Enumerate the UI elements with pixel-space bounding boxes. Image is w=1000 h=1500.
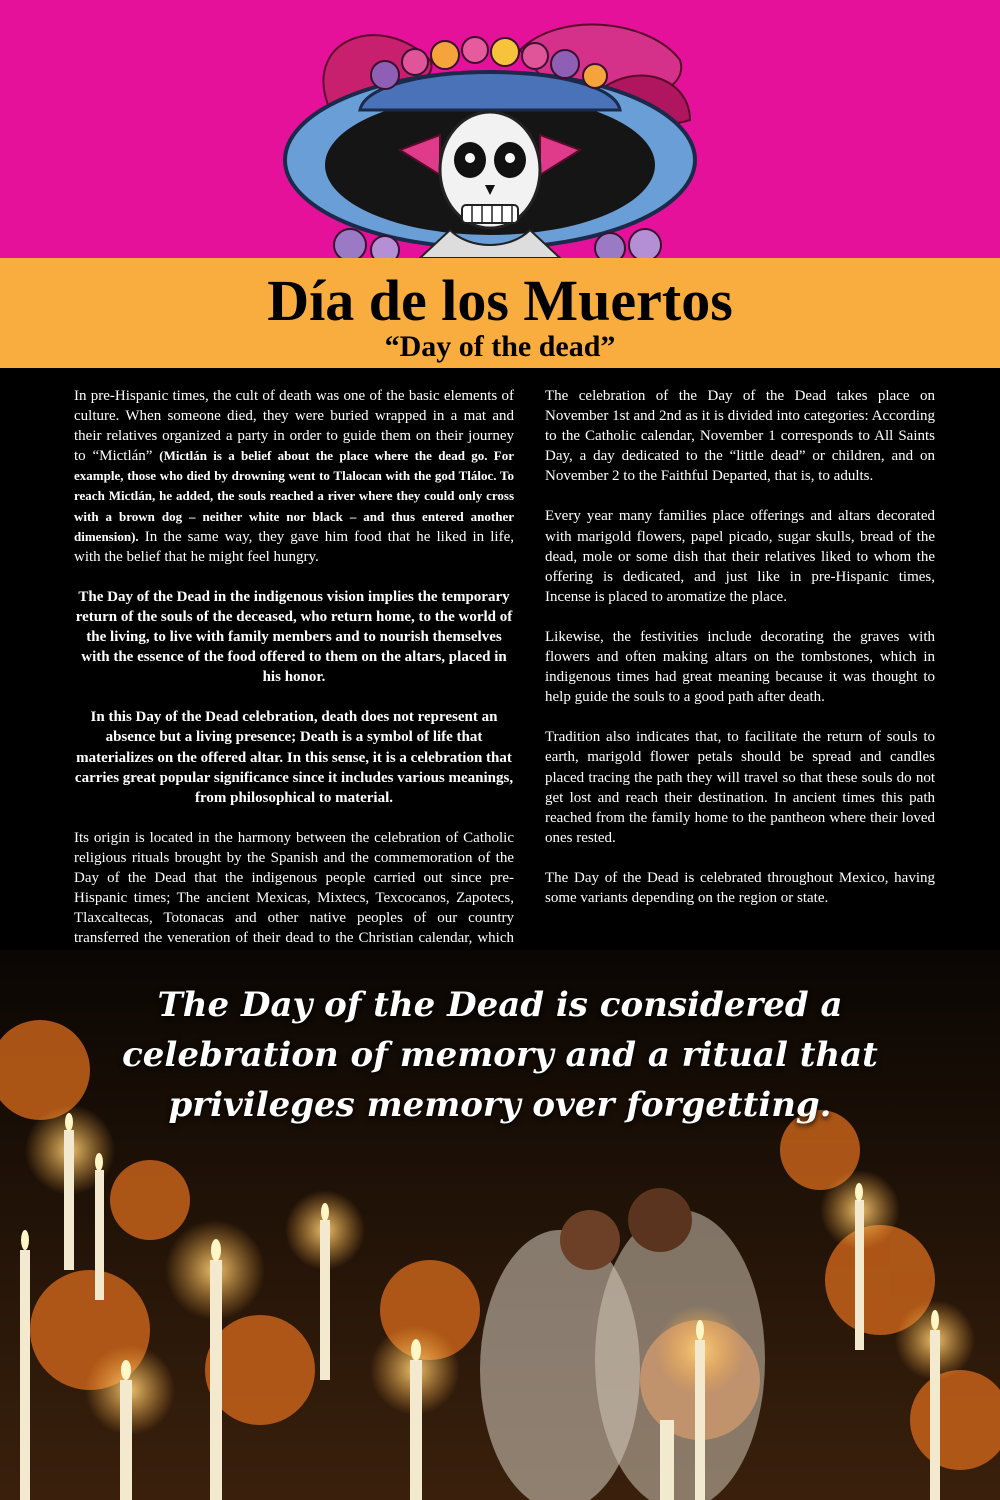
page-subtitle: “Day of the dead” xyxy=(384,330,616,363)
memory-quote: The Day of the Dead is considered a celebration of memory and a ritual that privileges memory over forgetting. xyxy=(122,985,878,1125)
paragraph-mexico: The Day of the Dead is celebrated throughout Mexico, having some variants depending on the region or state. xyxy=(545,869,935,906)
paragraph-tradition: Tradition also indicates that, to facilitate the return of souls to earth, marigold flower petals should be spread and candles placed tracing the path they will travel so that these souls do not get lost and reach their destination. In ancient times this path reached from the family home to the pantheon where their loved ones rested. xyxy=(545,729,935,846)
mictlan-note: (Mictlán is a belief about the place where the dead go. For example, those who died by drowning went to Tlalocan with the god Tláloc. To reach Mictlán, he added, the souls reached a river where they could only cross with a brown dog – neither white nor black – and thus entered another dimension). xyxy=(74,448,515,544)
hero-banner xyxy=(0,0,1000,258)
paragraph-origins xyxy=(74,386,514,567)
paragraph-living-presence: In this Day of the Dead celebration, death does not represent an absence but a living presence; Death is a symbol of life that materializes on the offered altar. In this sense, it is a celebration that carries great popular significance since it includes various meanings, from philosophical to material. xyxy=(74,709,514,806)
right-column xyxy=(545,386,935,928)
paragraph-graves: Likewise, the festivities include decorating the graves with flowers and often making altars on the tombstones, which in indigenous times had great meaning because it was thought to help guide the souls to a good path after death. xyxy=(545,628,935,706)
paragraph-offerings: Every year many families place offerings and altars decorated with marigold flowers, papel picado, sugar skulls, bread of the dead, mole or some dish that their relatives liked to whom the offering is dedicated, and just like in pre-Hispanic times, Incense is placed to aromatize the place. xyxy=(545,508,935,605)
title-band xyxy=(0,258,1000,368)
catrina-illustration xyxy=(0,0,1000,258)
paragraph-indigenous-vision: The Day of the Dead in the indigenous vision implies the temporary return of the souls of the deceased, who return home, to the world of the living, to live with family members and to nourish themselves with the essence of the food offered to them on the altars, placed in his honor. xyxy=(75,588,513,686)
paragraph-text: In the same way, they gave him food that he liked in life, with the belief that he might feel hungry. xyxy=(74,528,514,565)
paragraph-dates: The celebration of the Day of the Dead takes place on November 1st and 2nd as it is divided into categories: According to the Catholic calendar, November 1 corresponds to All Saints Day, a day dedicated to the “little dead” or children, and on November 2 to the Faithful Departed, that is, to adults. xyxy=(545,388,935,485)
paragraph-text: In pre-Hispanic times, the cult of death was one of the basic elements of culture. When someone died, they were buried wrapped in a mat and their relatives organized a party in order to guide them on their journey to “Mictlán” xyxy=(74,388,514,465)
paragraph-history: Its origin is located in the harmony between the celebration of Catholic religious rituals brought by the Spanish and the commemoration of the Day of the Dead that the indigenous people carried out since pre-Hispanic times; The ancient Mexicas, Mixtecs, Texcocanos, Zapotecs, Tlaxcaltecas, Totonacas and other native peoples of our country transferred the veneration of their dead to the Christian calendar, which xyxy=(74,829,514,947)
page-title: Día de los Muertos xyxy=(267,268,733,333)
left-column xyxy=(74,386,514,1009)
